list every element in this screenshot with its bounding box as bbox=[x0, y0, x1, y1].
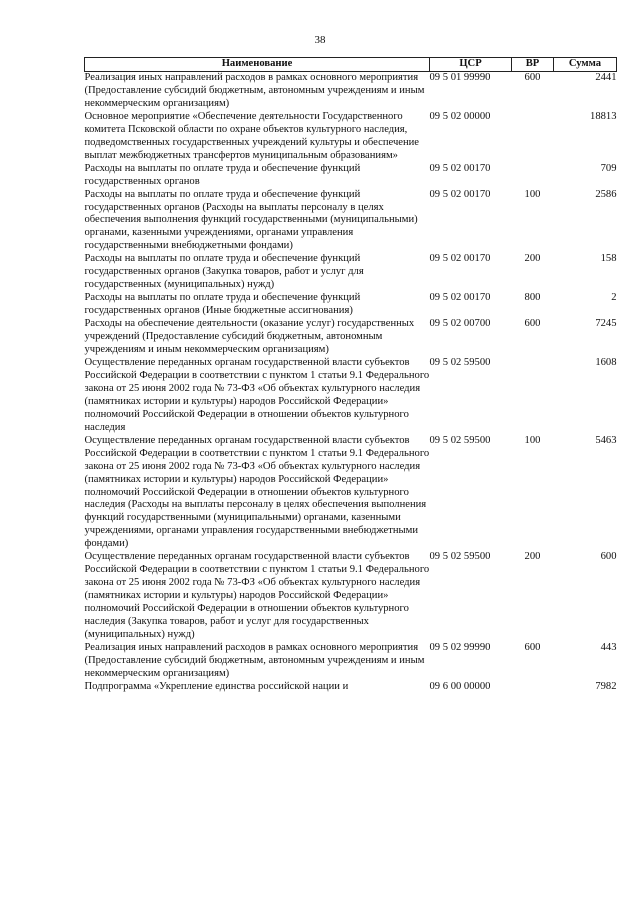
row-sum: 5463 bbox=[595, 434, 617, 446]
row-sum: 709 bbox=[600, 162, 617, 174]
row-csr: 09 5 02 99990 bbox=[429, 641, 491, 653]
row-sum: 18813 bbox=[590, 110, 617, 122]
table-row bbox=[85, 551, 617, 642]
table-row bbox=[85, 72, 617, 111]
row-csr: 09 5 01 99990 bbox=[429, 72, 491, 83]
row-name: Расходы на выплаты по оплате труда и обеспечение функций государственных органов bbox=[84, 162, 361, 187]
row-vr: 200 bbox=[524, 253, 541, 265]
table-row bbox=[85, 357, 617, 435]
row-name: Подпрограмма «Укрепление единства российской нации и bbox=[84, 680, 349, 692]
row-vr: 600 bbox=[524, 72, 541, 83]
table-row bbox=[85, 318, 617, 357]
row-vr: 200 bbox=[524, 551, 541, 563]
row-name: Осуществление переданных органам государственной власти субъектов Российской Федерации в соответствии с пунктом 1 статьи 9.1 Федерального закона от 25 июня 2002 года № 73-ФЗ «Об объектах культурного наследия (памятниках истории и культуры) народов Российской Федерации» полномочий Российской Федерации в отношении объектов культурного наследия (Закупка товаров, работ и услуг для государственных (муниципальных) нужд) bbox=[84, 551, 430, 640]
table-row bbox=[85, 292, 617, 318]
row-vr bbox=[512, 681, 554, 694]
header-csr: ЦСР bbox=[430, 58, 512, 72]
row-name: Осуществление переданных органам государственной власти субъектов Российской Федерации в соответствии с пунктом 1 статьи 9.1 Федерального закона от 25 июня 2002 года № 73-ФЗ «Об объектах культурного наследия (памятниках истории и культуры) народов Российской Федерации» полномочий Российской Федерации в отношении объектов культурного наследия bbox=[84, 356, 430, 433]
row-vr bbox=[512, 357, 554, 435]
row-csr: 09 5 02 59500 bbox=[429, 551, 491, 563]
row-csr: 09 5 02 00700 bbox=[429, 318, 491, 330]
budget-table bbox=[84, 57, 617, 694]
page-number: 38 bbox=[314, 34, 326, 46]
row-vr bbox=[512, 163, 554, 189]
row-vr: 600 bbox=[524, 318, 541, 330]
table-row bbox=[85, 189, 617, 254]
row-vr: 100 bbox=[524, 434, 541, 446]
row-sum: 2441 bbox=[595, 72, 617, 83]
row-sum: 2586 bbox=[595, 188, 617, 200]
table-header bbox=[85, 58, 617, 72]
row-csr: 09 6 00 00000 bbox=[429, 680, 491, 692]
row-name: Реализация иных направлений расходов в рамках основного мероприятия (Предоставление субсидий бюджетным, автономным учреждениям и иным некоммерческим организациям) bbox=[84, 72, 425, 109]
table-body bbox=[85, 72, 617, 694]
header-sum: Сумма bbox=[554, 58, 617, 72]
row-csr: 09 5 02 00170 bbox=[429, 188, 491, 200]
row-name: Осуществление переданных органам государственной власти субъектов Российской Федерации в соответствии с пунктом 1 статьи 9.1 Федерального закона от 25 июня 2002 года № 73-ФЗ «Об объектах культурного наследия (памятниках истории и культуры) народов Российской Федерации» полномочий Российской Федерации в отношении объектов культурного наследия (Расходы на выплаты персоналу в целях обеспечения выполнения функций государственными (муниципальными) органами, казенными учреждениями, органами управления государственными внебюджетными фондами) bbox=[84, 434, 430, 550]
row-csr: 09 5 02 59500 bbox=[429, 356, 491, 368]
table-row bbox=[85, 642, 617, 681]
row-sum: 600 bbox=[600, 551, 617, 563]
row-name: Расходы на обеспечение деятельности (оказание услуг) государственных учреждений (Предоставление субсидий бюджетным, автономным учреждениям и иным некоммерческим организациям) bbox=[84, 318, 415, 356]
row-name: Расходы на выплаты по оплате труда и обеспечение функций государственных органов (Закупка товаров, работ и услуг для государственных (муниципальных) нужд) bbox=[84, 253, 364, 291]
row-vr: 800 bbox=[524, 292, 541, 304]
row-name: Расходы на выплаты по оплате труда и обеспечение функций государственных органов (Иные бюджетные ассигнования) bbox=[84, 292, 361, 317]
header-name: Наименование bbox=[85, 58, 430, 72]
row-csr: 09 5 02 00170 bbox=[429, 162, 491, 174]
row-sum: 7245 bbox=[595, 318, 617, 330]
table-row bbox=[85, 163, 617, 189]
row-vr: 100 bbox=[524, 188, 541, 200]
row-name: Расходы на выплаты по оплате труда и обеспечение функций государственных органов (Расходы на выплаты персоналу в целях обеспечения выполнения функций государственными (муниципальными) органами, казенными учреждениями, органами управления государственными внебюджетными фондами) bbox=[84, 188, 418, 252]
row-vr: 600 bbox=[524, 641, 541, 653]
row-name: Основное мероприятие «Обеспечение деятельности Государственного комитета Псковской области по охране объектов культурного наследия, подведомственных государственных учреждений культуры и обеспечение выплат межбюджетных трансфертов муниципальным образованиям» bbox=[84, 110, 420, 161]
row-sum: 1608 bbox=[595, 356, 617, 368]
row-csr: 09 5 02 00000 bbox=[429, 110, 491, 122]
row-sum: 2 bbox=[611, 292, 617, 304]
row-name: Реализация иных направлений расходов в рамках основного мероприятия (Предоставление субсидий бюджетным, автономным учреждениям и иным некоммерческим организациям) bbox=[84, 641, 425, 679]
row-vr bbox=[512, 111, 554, 163]
row-sum: 158 bbox=[600, 253, 617, 265]
row-csr: 09 5 02 00170 bbox=[429, 292, 491, 304]
table-row bbox=[85, 681, 617, 694]
table-row bbox=[85, 435, 617, 552]
row-sum: 7982 bbox=[595, 680, 617, 692]
row-sum: 443 bbox=[600, 641, 617, 653]
header-vr: ВР bbox=[512, 58, 554, 72]
row-csr: 09 5 02 00170 bbox=[429, 253, 491, 265]
table-row bbox=[85, 111, 617, 163]
table-row bbox=[85, 253, 617, 292]
row-csr: 09 5 02 59500 bbox=[429, 434, 491, 446]
header-row bbox=[85, 58, 617, 72]
